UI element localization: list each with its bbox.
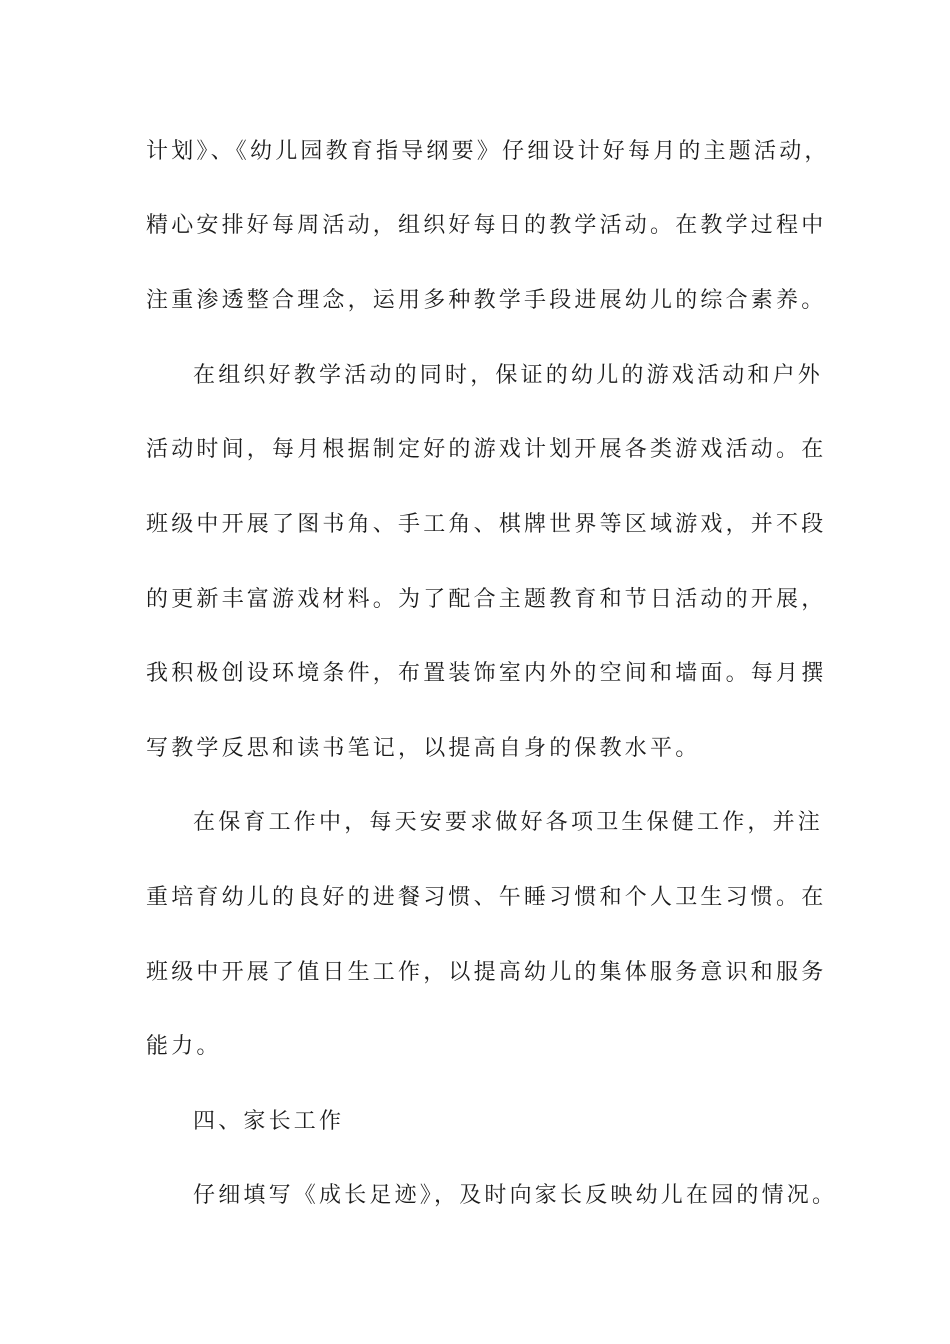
text-line: 班级中开展了值日生工作，以提高幼儿的集体服务意识和服务: [146, 960, 827, 985]
paragraph-start-line: 仔细填写《成长足迹》，及时向家长反映幼儿在园的情况。: [193, 1183, 838, 1208]
text-line: 精心安排好每周活动，组织好每日的教学活动。在教学过程中: [146, 213, 827, 238]
text-line: 班级中开展了图书角、手工角、棋牌世界等区域游戏，并不段: [146, 512, 827, 537]
text-line: 能力。: [146, 1034, 222, 1059]
text-line: 的更新丰富游戏材料。为了配合主题教育和节日活动的开展，: [146, 587, 827, 612]
section-heading: 四、家长工作: [193, 1109, 345, 1134]
text-line: 注重渗透整合理念，运用多种教学手段进展幼儿的综合素养。: [146, 288, 827, 313]
paragraph-start-line: 在保育工作中，每天安要求做好各项卫生保健工作，并注: [193, 810, 824, 835]
text-line: 写教学反思和读书笔记，以提高自身的保教水平。: [146, 736, 701, 761]
text-line: 我积极创设环境条件，布置装饰室内外的空间和墙面。每月撰: [146, 661, 827, 686]
paragraph-start-line: 在组织好教学活动的同时，保证的幼儿的游戏活动和户外: [193, 363, 824, 388]
text-line: 计划》、《幼儿园教育指导纲要》仔细设计好每月的主题活动，: [146, 139, 830, 164]
text-line: 重培育幼儿的良好的进餐习惯、午睡习惯和个人卫生习惯。在: [146, 885, 827, 910]
text-line: 活动时间，每月根据制定好的游戏计划开展各类游戏活动。在: [146, 437, 827, 462]
